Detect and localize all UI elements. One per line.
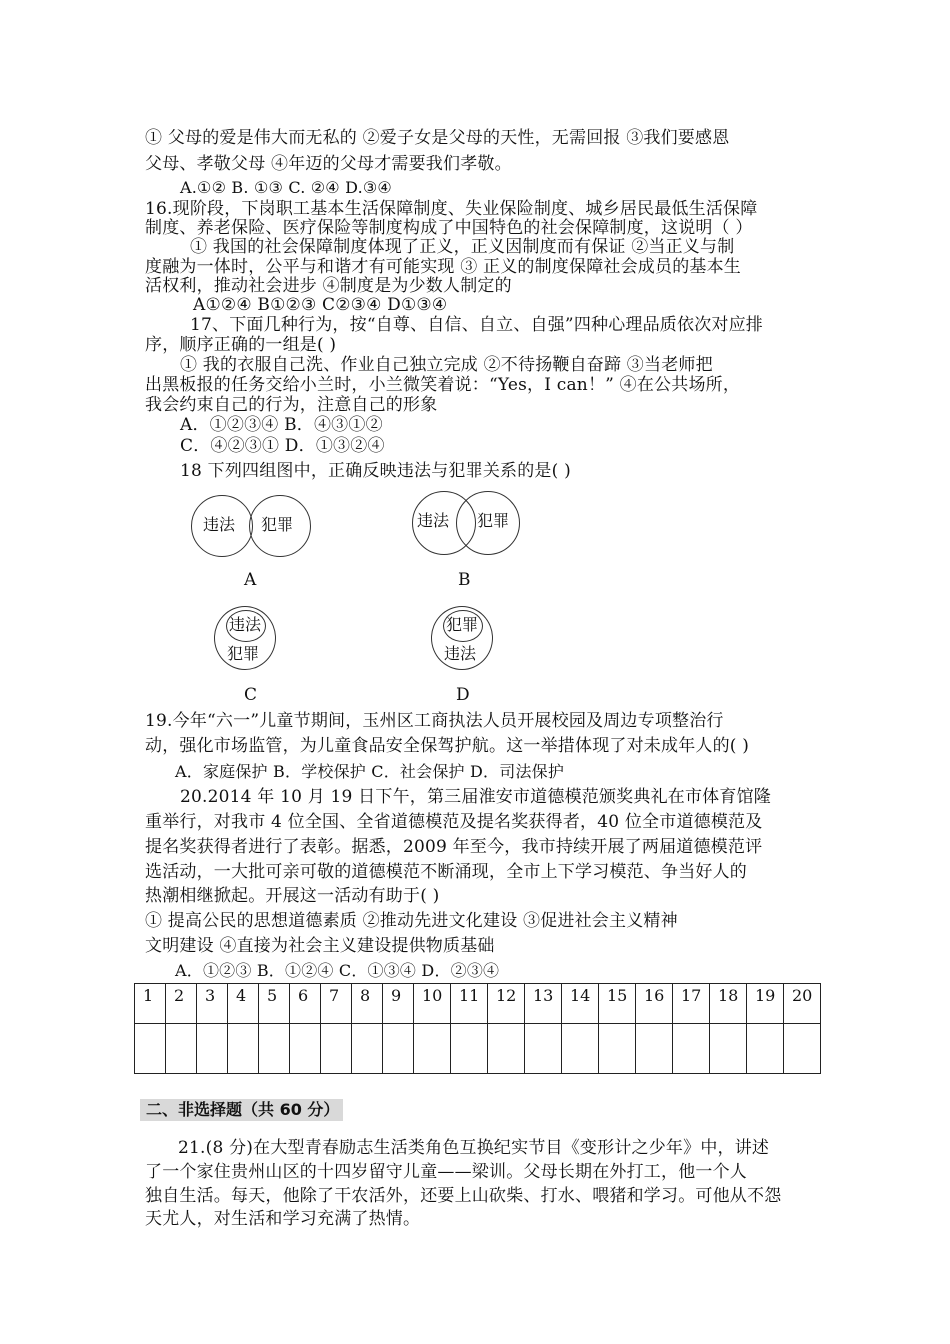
answer-number-cell: 11 <box>451 984 488 1024</box>
answer-blank-cell[interactable] <box>488 1024 525 1074</box>
q20-line2: 重举行，对我市 4 位全国、全省道德模范及提名奖获得者，40 位全市道德模范及 <box>145 812 763 832</box>
q15-line1: ① 父母的爱是伟大而无私的 ②爱子女是父母的天性，无需回报 ③我们要感恩 <box>145 128 730 148</box>
q17-line2: 序，顺序正确的一组是( ) <box>145 335 337 355</box>
answer-blank-cell[interactable] <box>710 1024 747 1074</box>
q15-options: A.①② B. ①③ C. ②④ D.③④ <box>180 178 392 197</box>
answer-number-cell: 17 <box>673 984 710 1024</box>
answer-number-cell: 3 <box>197 984 228 1024</box>
q20-options: A．①②③ B．①②④ C．①③④ D．②③④ <box>175 961 500 980</box>
answer-number-cell: 2 <box>166 984 197 1024</box>
diagram-c-letter: C <box>244 685 258 705</box>
q19-line2: 动，强化市场监管，为儿童食品安全保驾护航。这一举措体现了对未成年人的( ) <box>145 736 750 756</box>
section-heading: 二、非选择题（共 60 分） <box>140 1099 343 1121</box>
q17-line5: 我会约束自己的行为，注意自己的形象 <box>145 395 438 415</box>
diagram-b-illegal-label: 违法 <box>417 511 450 530</box>
diagram-b-crime-label: 犯罪 <box>477 511 510 530</box>
answer-number-cell: 10 <box>414 984 451 1024</box>
answer-blank-cell[interactable] <box>451 1024 488 1074</box>
answer-number-cell: 18 <box>710 984 747 1024</box>
q16-options: A①②④ B①②③ C②③④ D①③④ <box>193 295 448 315</box>
q16-line4: 度融为一体时，公平与和谐才有可能实现 ③ 正义的制度保障社会成员的基本生 <box>145 257 742 277</box>
answer-number-cell: 14 <box>562 984 599 1024</box>
answer-blank-cell[interactable] <box>673 1024 710 1074</box>
q20-line1: 20.2014 年 10 月 19 日下午，第三届淮安市道德模范颁奖典礼在市体育馆隆 <box>180 787 771 807</box>
diagram-b-letter: B <box>458 570 471 590</box>
answer-number-cell: 9 <box>383 984 414 1024</box>
answer-number-cell: 7 <box>321 984 352 1024</box>
answer-blank-cell[interactable] <box>784 1024 821 1074</box>
q18-stem: 18 下列四组图中，正确反映违法与犯罪关系的是( ) <box>180 461 571 481</box>
answer-blank-row <box>135 1024 821 1074</box>
answer-number-cell: 1 <box>135 984 166 1024</box>
answer-blank-cell[interactable] <box>228 1024 259 1074</box>
answer-blank-cell[interactable] <box>562 1024 599 1074</box>
answer-blank-cell[interactable] <box>166 1024 197 1074</box>
q17-line3: ① 我的衣服自己洗、作业自己独立完成 ②不待扬鞭自奋蹄 ③当老师把 <box>180 355 713 375</box>
answer-number-cell: 16 <box>636 984 673 1024</box>
answer-blank-cell[interactable] <box>636 1024 673 1074</box>
q21-line1: 21.(8 分)在大型青春励志生活类角色互换纪实节目《变形计之少年》中，讲述 <box>178 1138 770 1158</box>
answer-number-cell: 5 <box>259 984 290 1024</box>
answer-blank-cell[interactable] <box>135 1024 166 1074</box>
q17-line4: 出黑板报的任务交给小兰时，小兰微笑着说：“Yes，I can！” ④在公共场所， <box>145 375 741 395</box>
answer-blank-cell[interactable] <box>197 1024 228 1074</box>
diagram-a-letter: A <box>244 570 257 590</box>
q17-options1: A．①②③④ B．④③①② <box>180 415 383 435</box>
answer-blank-cell[interactable] <box>321 1024 352 1074</box>
answer-blank-cell[interactable] <box>747 1024 784 1074</box>
answer-number-cell: 8 <box>352 984 383 1024</box>
diagram-a-illegal-label: 违法 <box>203 515 236 534</box>
answer-number-cell: 6 <box>290 984 321 1024</box>
q16-line2: 制度、养老保险、医疗保险等制度构成了中国特色的社会保障制度，这说明（ ） <box>145 218 753 238</box>
answer-number-cell: 12 <box>488 984 525 1024</box>
answer-blank-cell[interactable] <box>414 1024 451 1074</box>
answer-blank-cell[interactable] <box>259 1024 290 1074</box>
answer-number-cell: 15 <box>599 984 636 1024</box>
diagram-c-crime-label: 犯罪 <box>227 644 260 663</box>
answer-number-cell: 20 <box>784 984 821 1024</box>
answer-blank-cell[interactable] <box>525 1024 562 1074</box>
q17-options2: C．④②③① D．①③②④ <box>180 436 385 456</box>
q20-line7: 文明建设 ④直接为社会主义建设提供物质基础 <box>145 936 495 956</box>
q20-line3: 提名奖获得者进行了表彰。据悉，2009 年至今，我市持续开展了两届道德模范评 <box>145 837 763 857</box>
diagram-d-illegal-label: 违法 <box>444 644 477 663</box>
diagram-c-illegal-label: 违法 <box>229 615 262 634</box>
answer-blank-cell[interactable] <box>599 1024 636 1074</box>
q15-line2: 父母、孝敬父母 ④年迈的父母才需要我们孝敬。 <box>145 154 512 174</box>
diagram-d-letter: D <box>456 685 470 705</box>
q20-line4: 选活动，一大批可亲可敬的道德模范不断涌现，全市上下学习模范、争当好人的 <box>145 862 747 882</box>
q16-line5: 活权利，推动社会进步 ④制度是为少数人制定的 <box>145 276 512 296</box>
q20-line6: ① 提高公民的思想道德素质 ②推动先进文化建设 ③促进社会主义精神 <box>145 911 678 931</box>
q19-options: A．家庭保护 B．学校保护 C．社会保护 D．司法保护 <box>175 762 565 781</box>
q21-line4: 天尤人，对生活和学习充满了热情。 <box>145 1209 421 1229</box>
answer-table <box>134 983 821 1074</box>
answer-number-row <box>135 984 821 1024</box>
diagram-d-crime-label: 犯罪 <box>446 615 479 634</box>
q16-line1: 16.现阶段，下岗职工基本生活保障制度、失业保险制度、城乡居民最低生活保障 <box>145 199 758 219</box>
q21-line2: 了一个家住贵州山区的十四岁留守儿童——梁训。父母长期在外打工，他一个人 <box>145 1162 747 1182</box>
answer-number-cell: 13 <box>525 984 562 1024</box>
diagram-a-crime-label: 犯罪 <box>261 515 294 534</box>
answer-blank-cell[interactable] <box>383 1024 414 1074</box>
answer-blank-cell[interactable] <box>290 1024 321 1074</box>
q21-line3: 独自生活。每天，他除了干农活外，还要上山砍柴、打水、喂猪和学习。可他从不怨 <box>145 1186 782 1206</box>
q20-line5: 热潮相继掀起。开展这一活动有助于( ) <box>145 886 440 906</box>
q16-line3: ① 我国的社会保障制度体现了正义，正义因制度而有保证 ②当正义与制 <box>190 237 735 257</box>
q19-line1: 19.今年“六一”儿童节期间，玉州区工商执法人员开展校园及周边专项整治行 <box>145 711 724 731</box>
q17-line1: 17、下面几种行为，按“自尊、自信、自立、自强”四种心理品质依次对应排 <box>190 315 764 335</box>
answer-number-cell: 19 <box>747 984 784 1024</box>
answer-blank-cell[interactable] <box>352 1024 383 1074</box>
answer-number-cell: 4 <box>228 984 259 1024</box>
